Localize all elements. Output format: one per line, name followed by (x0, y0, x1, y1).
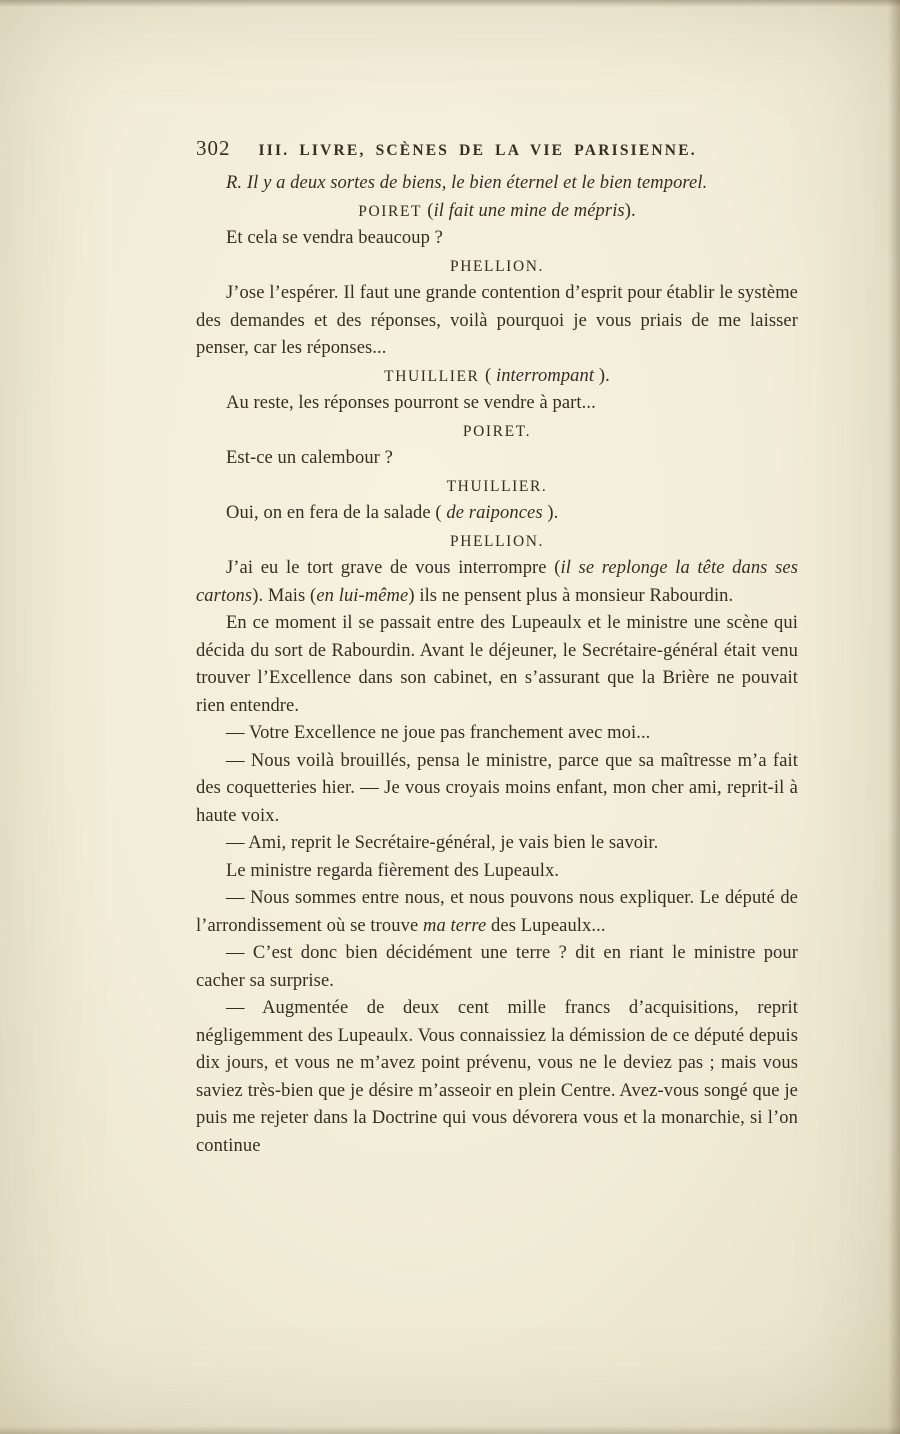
paragraph (196, 858, 798, 886)
speaker-heading (196, 418, 798, 446)
text-segment: En ce moment il se passait entre des Lupeaulx et le ministre une scène qui décida du sort de Rabourdin. Avant le déjeuner, le Secrétaire-général était venu trouver l’Excellence dans son cabinet, en s’assurant que la Brière ne pouvait rien entendre. (196, 613, 798, 716)
text-segment: ( (484, 365, 496, 386)
text-segment: — Votre Excellence ne joue pas franchement avec moi... (226, 723, 651, 743)
paragraph (196, 995, 798, 1160)
paragraph (196, 748, 798, 831)
text-segment: ). (542, 503, 559, 523)
text-segment: J’ose l’espérer. Il faut une grande contention d’esprit pour établir le système des demandes et des réponses, voilà pourquoi je vous priais de me laisser penser, car les réponses... (196, 283, 798, 358)
text-segment: Au reste, les réponses pourront se vendre à part... (226, 393, 596, 413)
speaker-heading (196, 198, 798, 226)
speaker-heading (196, 363, 798, 391)
paragraph (196, 390, 798, 418)
speaker-heading (196, 528, 798, 556)
text-segment: R. Il y a deux sortes de biens, le bien éternel et le bien temporel. (226, 173, 708, 193)
paragraph (196, 225, 798, 253)
text-segment: — Ami, reprit le Secrétaire-général, je vais bien le savoir. (226, 833, 659, 853)
text-segment: des Lupeaulx... (486, 915, 606, 936)
text-segment: interrompant (495, 365, 595, 386)
text-segment: POIRET (358, 202, 428, 220)
page-number: 302 (196, 136, 231, 160)
text-segment: Le ministre regarda fièrement des Lupeaulx. (226, 860, 560, 881)
text-segment: de raiponces (446, 503, 543, 523)
text-segment: ). (624, 200, 636, 221)
text-segment: POIRET. (462, 422, 532, 440)
paragraph (196, 940, 798, 995)
text-block (196, 170, 798, 1160)
paragraph (196, 280, 798, 363)
page-header (196, 136, 798, 161)
scan-edge-top (0, 0, 900, 7)
text-segment: en lui-même (316, 585, 409, 606)
speaker-heading (196, 253, 798, 281)
text-segment: ( (427, 200, 434, 221)
text-segment: — Nous sommes entre nous, et nous pouvons nous expliquer. Le député de l’arrondissement où se trouve (196, 888, 798, 936)
text-segment: J’ai eu le tort grave de vous interrompre ( (226, 558, 561, 578)
text-segment: THUILLIER (384, 367, 485, 385)
paragraph (196, 445, 798, 473)
paragraph (196, 555, 798, 610)
speaker-heading (196, 473, 798, 501)
text-segment: Et cela se vendra beaucoup ? (226, 228, 443, 248)
text-segment: il se replonge la tête dans ses cartons (196, 558, 798, 606)
text-segment: PHELLION. (449, 532, 545, 550)
text-segment: ma terre (423, 915, 487, 936)
paragraph (196, 500, 798, 528)
text-segment: — Augmentée de deux cent mille francs d’acquisitions, reprit négligemment des Lupeaulx. Vous connaissiez la démission de ce député depuis dix jours, et vous ne m’avez point prévenu, vous ne le deviez pas ; mais vous saviez très-bien que je désire m’asseoir en plein Centre. Avez-vous songé que je puis me rejeter dans la Doctrine qui vous dévorera vous et la monarchie, si l’on continue (196, 998, 798, 1156)
text-segment: PHELLION. (449, 257, 545, 275)
scan-edge-bottom (0, 1426, 900, 1434)
text-segment: ). Mais ( (252, 585, 317, 606)
text-segment: — C’est donc bien décidément une terre ? dit en riant le ministre pour cacher sa surprise. (196, 943, 798, 991)
text-segment: — Nous voilà brouillés, pensa le ministre, parce que sa maîtresse m’a fait des coquetteries hier. — Je vous croyais moins enfant, mon cher ami, reprit-il à haute voix. (196, 750, 798, 826)
text-segment: Est-ce un calembour ? (226, 448, 393, 468)
text-segment: ) ils ne pensent plus à monsieur Rabourdin. (408, 585, 734, 606)
paragraph (196, 720, 798, 748)
text-segment: ). (594, 365, 610, 386)
text-segment: THUILLIER. (446, 477, 548, 495)
page-content (196, 136, 798, 1160)
paragraph (196, 170, 798, 198)
running-title: III. LIVRE, SCÈNES DE LA VIE PARISIENNE. (258, 142, 697, 159)
scan-edge-right (888, 0, 900, 1434)
paragraph (196, 830, 798, 858)
paragraph (196, 885, 798, 940)
paragraph (196, 610, 798, 720)
text-segment: Oui, on en fera de la salade ( (226, 503, 447, 523)
text-segment: il fait une mine de mépris (433, 200, 625, 221)
